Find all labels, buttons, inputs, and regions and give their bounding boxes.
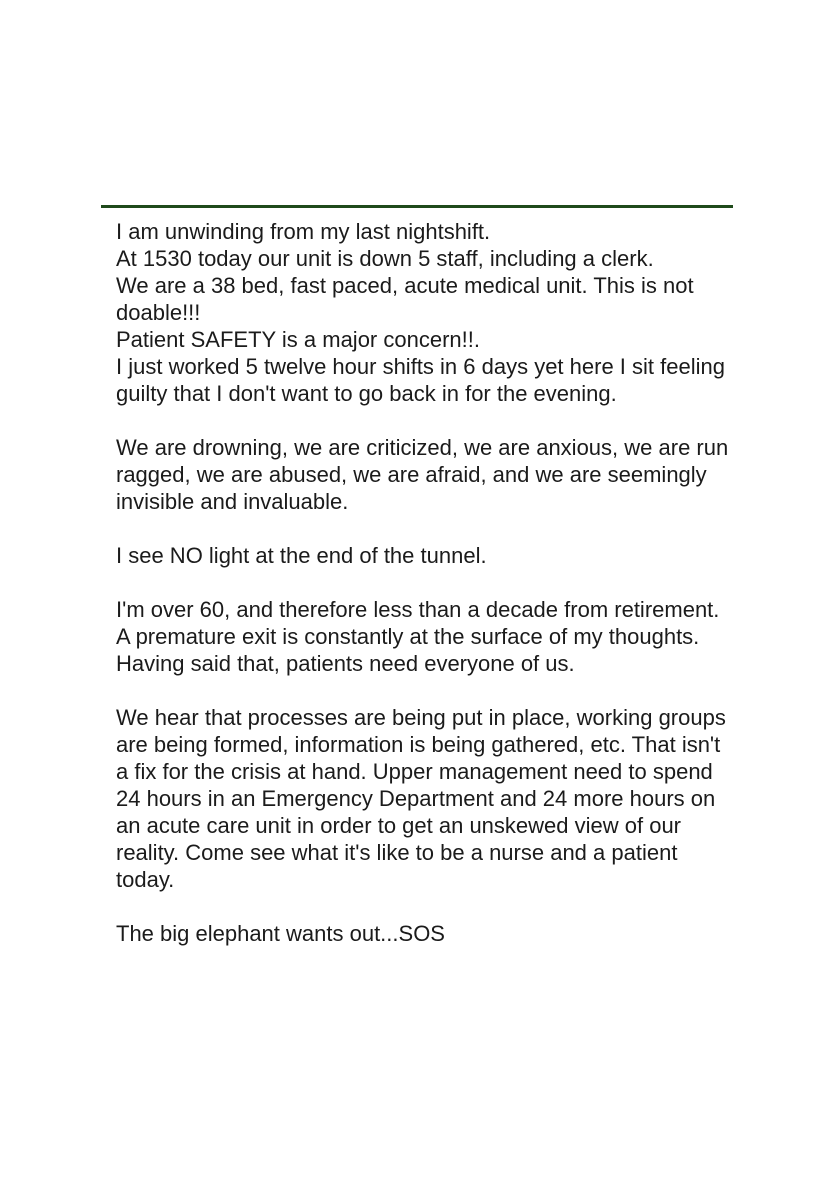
top-divider xyxy=(101,205,733,208)
paragraph-management: We hear that processes are being put in place, working groups are being formed, information is being gathered, etc. That isn't a fix for the crisis at hand. Upper management need to spend 24 hours in an Emergency Department and 24 more hours on an acute care unit in order to get an unskewed view of our reality. Come see what it's like to be a nurse and a patient today. xyxy=(116,705,726,892)
paragraph-unit: We are a 38 bed, fast paced, acute medical unit. This is not doable!!! xyxy=(116,273,694,325)
paragraph-nightshift: I am unwinding from my last nightshift. xyxy=(116,219,491,244)
paragraph-shifts: I just worked 5 twelve hour shifts in 6 days yet here I sit feeling guilty that I don't want to go back in for the evening. xyxy=(116,354,725,406)
paragraph-retirement: I'm over 60, and therefore less than a decade from retirement. A premature exit is constantly at the surface of my thoughts. Having said that, patients need everyone of us. xyxy=(116,597,720,676)
document-body xyxy=(116,218,731,947)
paragraph-tunnel: I see NO light at the end of the tunnel. xyxy=(116,543,487,568)
paragraph-sos: The big elephant wants out...SOS xyxy=(116,921,445,946)
paragraph-staffing: At 1530 today our unit is down 5 staff, including a clerk. xyxy=(116,246,654,271)
paragraph-drowning: We are drowning, we are criticized, we are anxious, we are run ragged, we are abused, we are afraid, and we are seemingly invisible and invaluable. xyxy=(116,435,729,514)
paragraph-safety: Patient SAFETY is a major concern!!. xyxy=(116,327,480,352)
